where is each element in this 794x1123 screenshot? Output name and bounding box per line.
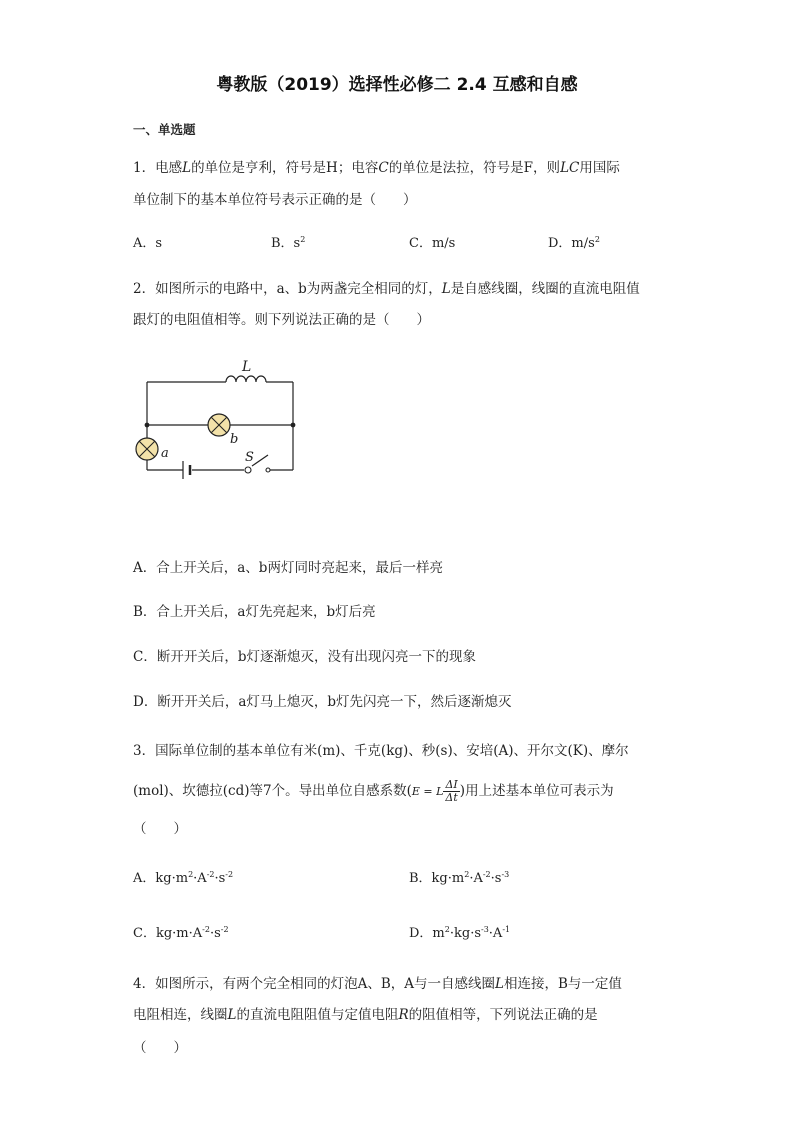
question-1-option-a[interactable]: A．s <box>133 236 163 251</box>
question-4-line-2: 电阻相连，线圈L的直流电阻阻值与定值电阻R的阻值相等，下列说法正确的是 <box>133 1007 598 1023</box>
question-3-line-3: （ ） <box>133 821 187 837</box>
question-4-line-1: 4．如图所示，有两个完全相同的灯泡A、B，A与一自感线圈L相连接，B与一定值 <box>133 976 622 992</box>
question-3-line-1: 3．国际单位制的基本单位有米(m)、千克(kg)、秒(s)、安培(A)、开尔文(K)、摩尔 <box>133 743 629 759</box>
question-1-line-1: 1．电感L的单位是亨利，符号是H；电容C的单位是法拉，符号是F，则LC用国际 <box>133 160 620 176</box>
question-2-option-a[interactable]: A．合上开关后，a、b两灯同时亮起来，最后一样亮 <box>133 560 443 576</box>
question-3-option-c[interactable]: C．$kg\cdot m\cdot A^{-2}\cdot s^{-2}$ <box>133 925 229 941</box>
question-1-option-c[interactable]: C．m/s <box>409 236 456 251</box>
section-heading: 一、单选题 <box>133 122 196 137</box>
switch-blade <box>252 455 268 466</box>
question-4-line-3: （ ） <box>133 1040 187 1056</box>
question-2-line-2: 跟灯的电阻值相等。则下列说法正确的是（ ） <box>133 312 430 328</box>
question-1-option-b[interactable]: B．$s^2$ <box>271 235 306 251</box>
question-3-option-a[interactable]: A．$kg\cdot m^2\cdot A^{-2}\cdot s^{-2}$ <box>133 870 234 886</box>
page-title: 粤教版（2019）选择性必修二 2.4 互感和自感 <box>216 75 578 95</box>
label-inductor-L: L <box>242 359 252 375</box>
question-3-option-d[interactable]: D．$m^2\cdot kg\cdot s^{-3}\cdot A^{-1}$ <box>409 925 511 941</box>
circuit-diagram <box>128 355 303 480</box>
label-lamp-a: a <box>161 446 169 461</box>
question-2-line-1: 2．如图所示的电路中，a、b为两盏完全相同的灯，L是自感线圈，线圈的直流电阻值 <box>133 281 640 297</box>
question-1-line-2: 单位制下的基本单位符号表示正确的是（ ） <box>133 192 417 208</box>
label-lamp-b: b <box>230 432 239 447</box>
junction-left <box>145 423 150 428</box>
label-switch-S: S <box>245 450 254 465</box>
question-3-line-2: (mol)、坎德拉(cd)等7个。导出单位自感系数(E = L $\frac{\Delta I}{\Delta t}$ )用上述基本单位可表示为 <box>133 778 614 804</box>
question-3-option-b[interactable]: B．$kg\cdot m^2\cdot A^{-2}\cdot s^{-3}$ <box>409 870 510 886</box>
lamp-a <box>136 438 158 460</box>
switch-contact-left <box>245 467 251 473</box>
junction-right <box>291 423 296 428</box>
formula-fraction: $\frac{\Delta I}{\Delta t}$ <box>445 778 458 804</box>
question-2-option-b[interactable]: B．合上开关后，a灯先亮起来，b灯后亮 <box>133 604 376 620</box>
question-2-option-c[interactable]: C．断开开关后，b灯逐渐熄灭，没有出现闪亮一下的现象 <box>133 649 476 665</box>
question-2-option-d[interactable]: D．断开开关后，a灯马上熄灭，b灯先闪亮一下，然后逐渐熄灭 <box>133 694 512 710</box>
inductor-coil <box>226 376 266 382</box>
lamp-b <box>208 414 230 436</box>
switch-contact-right <box>266 468 270 472</box>
question-1-option-d[interactable]: D．$m/s^2$ <box>548 235 600 251</box>
formula-lhs: E = L <box>411 785 444 798</box>
